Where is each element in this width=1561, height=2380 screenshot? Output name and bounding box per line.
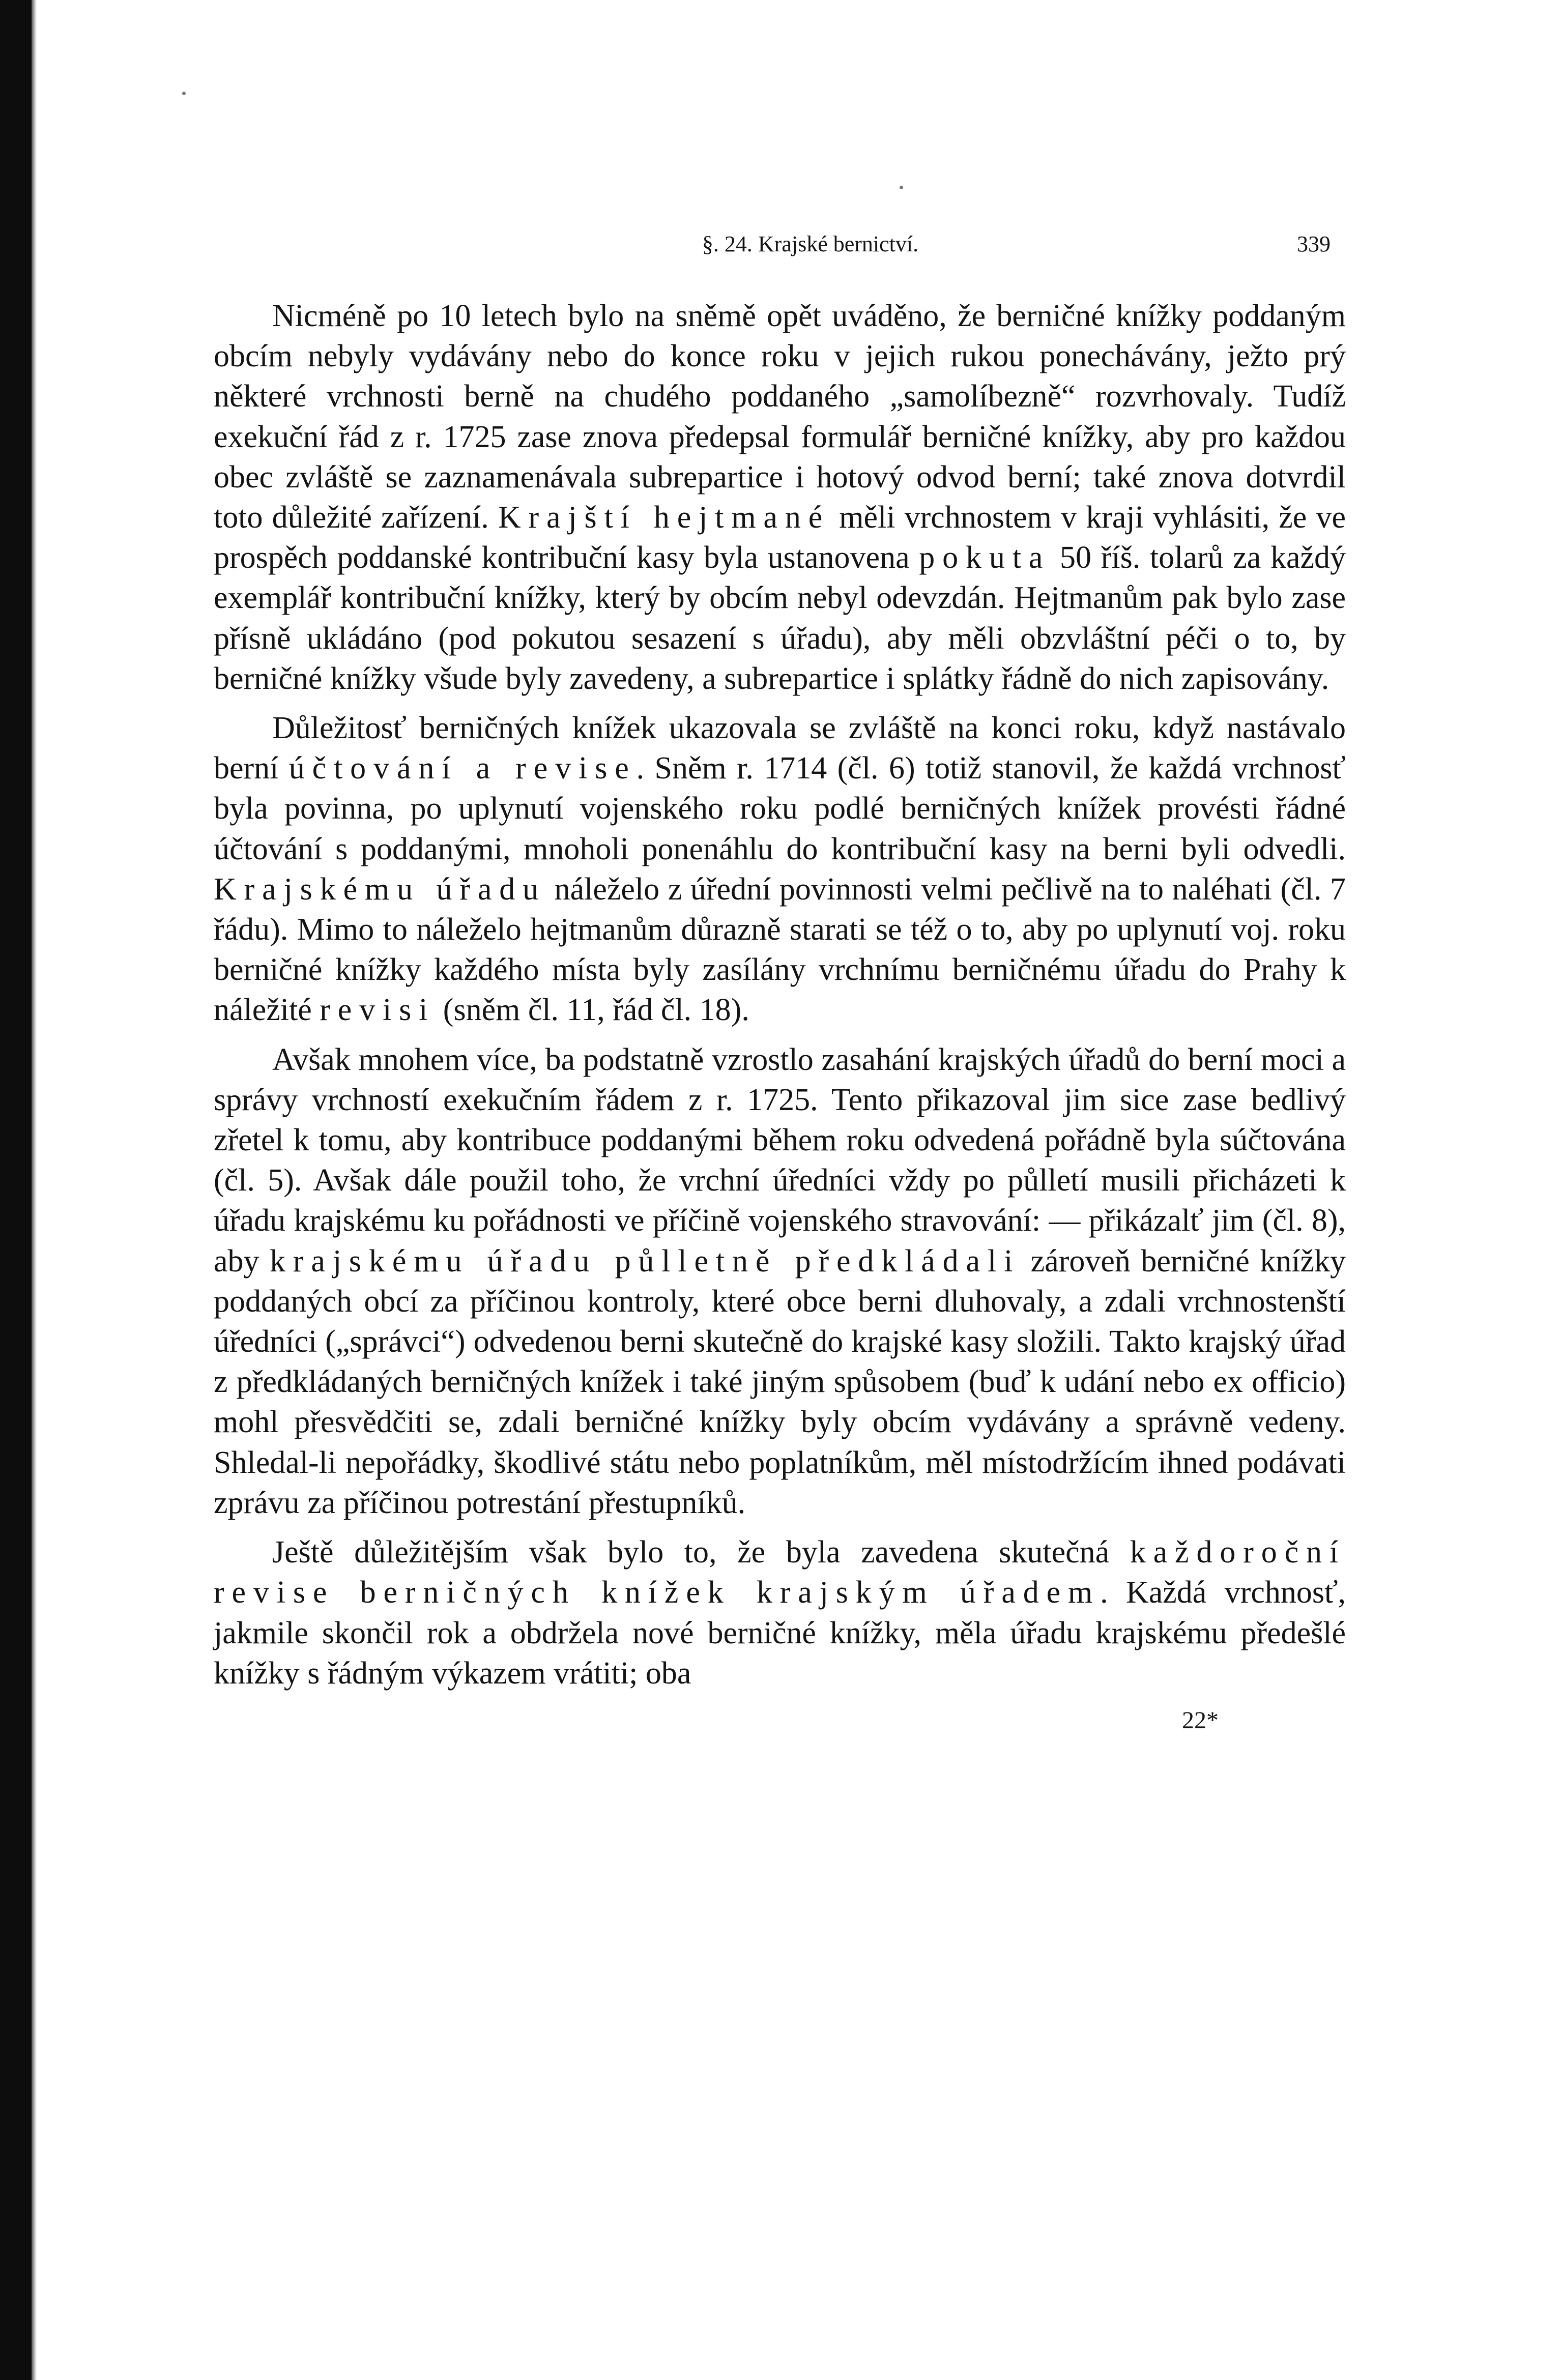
body-text xyxy=(214,296,1346,1694)
page-number: 339 xyxy=(1297,231,1331,256)
paragraph xyxy=(214,1532,1346,1694)
text-run: Důležitosť berničných knížek ukazovala se zvláště na konci roku, když nastávalo berní xyxy=(214,711,1346,786)
scan-border-shadow xyxy=(32,0,37,2380)
spaced-emphasis: Krajští hejtmané xyxy=(498,500,830,535)
paragraph xyxy=(214,296,1346,699)
spaced-emphasis: každoroční revise berničných knížek krajským úřadem xyxy=(214,1535,1346,1610)
signature-mark: 22* xyxy=(1182,1706,1219,1734)
spaced-emphasis: pokuta xyxy=(919,540,1051,575)
spaced-emphasis: účtování a revise xyxy=(288,751,637,786)
text-run: měli vrchnostem v kraji vyhlásiti, že ve prospěch poddanské kontribuční kasy byla ustanovena xyxy=(214,500,1346,575)
text-run: . Každá vrchnosť, jakmile skončil rok a obdržela nové berničné knížky, měla úřadu krajskému předešlé knížky s řádným výkazem vrátiti; oba xyxy=(214,1575,1346,1691)
text-run: (sněm čl. 11, řád čl. 18). xyxy=(435,993,749,1028)
running-head xyxy=(214,224,1346,265)
text-run: . Sněm r. 1714 (čl. 6) totiž stanovil, že každá vrchnosť byla povinna, po uplynutí vojenského roku podlé berničných knížek provésti řádné účtování s poddanými, mnoholi ponenáhlu do kontribuční kasy na berni byli odvedli. xyxy=(214,751,1346,866)
text-run: 50 říš. tolarů za každý exemplář kontribuční knížky, který by obcím nebyl odevzdán. Hejtmanům pak bylo zase přísně ukládáno (pod pokutou sesazení s úřadu), aby měli obzvláštní péči o to, by berničné knížky všude byly zavedeny, a subrepartice i splátky řádně do nich zapisovány. xyxy=(214,540,1346,696)
paragraph xyxy=(214,708,1346,1031)
text-run: Avšak mnohem více, ba podstatně vzrostlo zasahání krajských úřadů do berní moci a správy vrchností exekučním řádem z r. 1725. Tento přikazoval jim sice zase bedlivý zřetel k tomu, aby kontribuce poddanými během roku odvedená pořádně byla súčtována (čl. 5). Avšak dále použil toho, že vrchní úředníci vždy po půlletí musili přicházeti k úřadu krajskému ku pořádnosti ve příčině vojenského stravování: — přikázalť jim (čl. 8), aby xyxy=(214,1042,1346,1279)
spaced-emphasis: Krajskému úřadu xyxy=(214,872,546,907)
paragraph xyxy=(214,1040,1346,1523)
text-run: náleželo z úřední povinnosti velmi pečlivě na to naléhati (čl. 7 řádu). Mimo to náleželo hejtmanům důrazně starati se též o to, aby po uplynutí voj. roku berničné knížky každého místa byly zasílány vrchnímu berničnému úřadu do Prahy k náležité xyxy=(214,872,1346,1028)
scan-speck xyxy=(900,186,903,189)
scan-border xyxy=(0,0,32,2380)
text-run: Nicméně po 10 letech bylo na sněmě opět uváděno, že berničné knížky poddaným obcím nebyly vydávány nebo do konce roku v jejich rukou ponechávány, ježto prý některé vrchnosti berně na chudého poddaného „samolíbezně“ rozvrhovaly. Tudíž exekuční řád z r. 1725 zase znova předepsal formulář berničné knížky, aby pro každou obec zvláště se zaznamenávala subrepartice i hotový odvod berní; také znova dotvrdil toto důležité zařízení. xyxy=(214,299,1346,535)
section-title: §. 24. Krajské bernictví. xyxy=(702,231,919,256)
book-page xyxy=(214,224,1346,1738)
spaced-emphasis: revisi xyxy=(320,993,436,1028)
scan-speck xyxy=(182,92,186,95)
text-run: zároveň berničné knížky poddaných obcí za příčinou kontroly, které obce berni dluhovaly, a zdali vrchnostenští úředníci („správci“) odvedenou berni skutečně do krajské kasy složili. Takto krajský úřad z předkládaných berničných knížek i také jiným spůsobem (buď k udání nebo ex officio) mohl přesvědčiti se, zdali berničné knížky byly obcím vydávány a správně vedeny. Shledal-li nepořádky, škodlivé státu nebo poplatníkům, měl místodržícím ihned podávati zprávu za příčinou potrestání přestupníků. xyxy=(214,1243,1346,1520)
spaced-emphasis: krajskému úřadu půlletně předkládali xyxy=(270,1243,1021,1279)
text-run: Ještě důležitějším však bylo to, že byla zavedena skutečná xyxy=(272,1535,1130,1570)
